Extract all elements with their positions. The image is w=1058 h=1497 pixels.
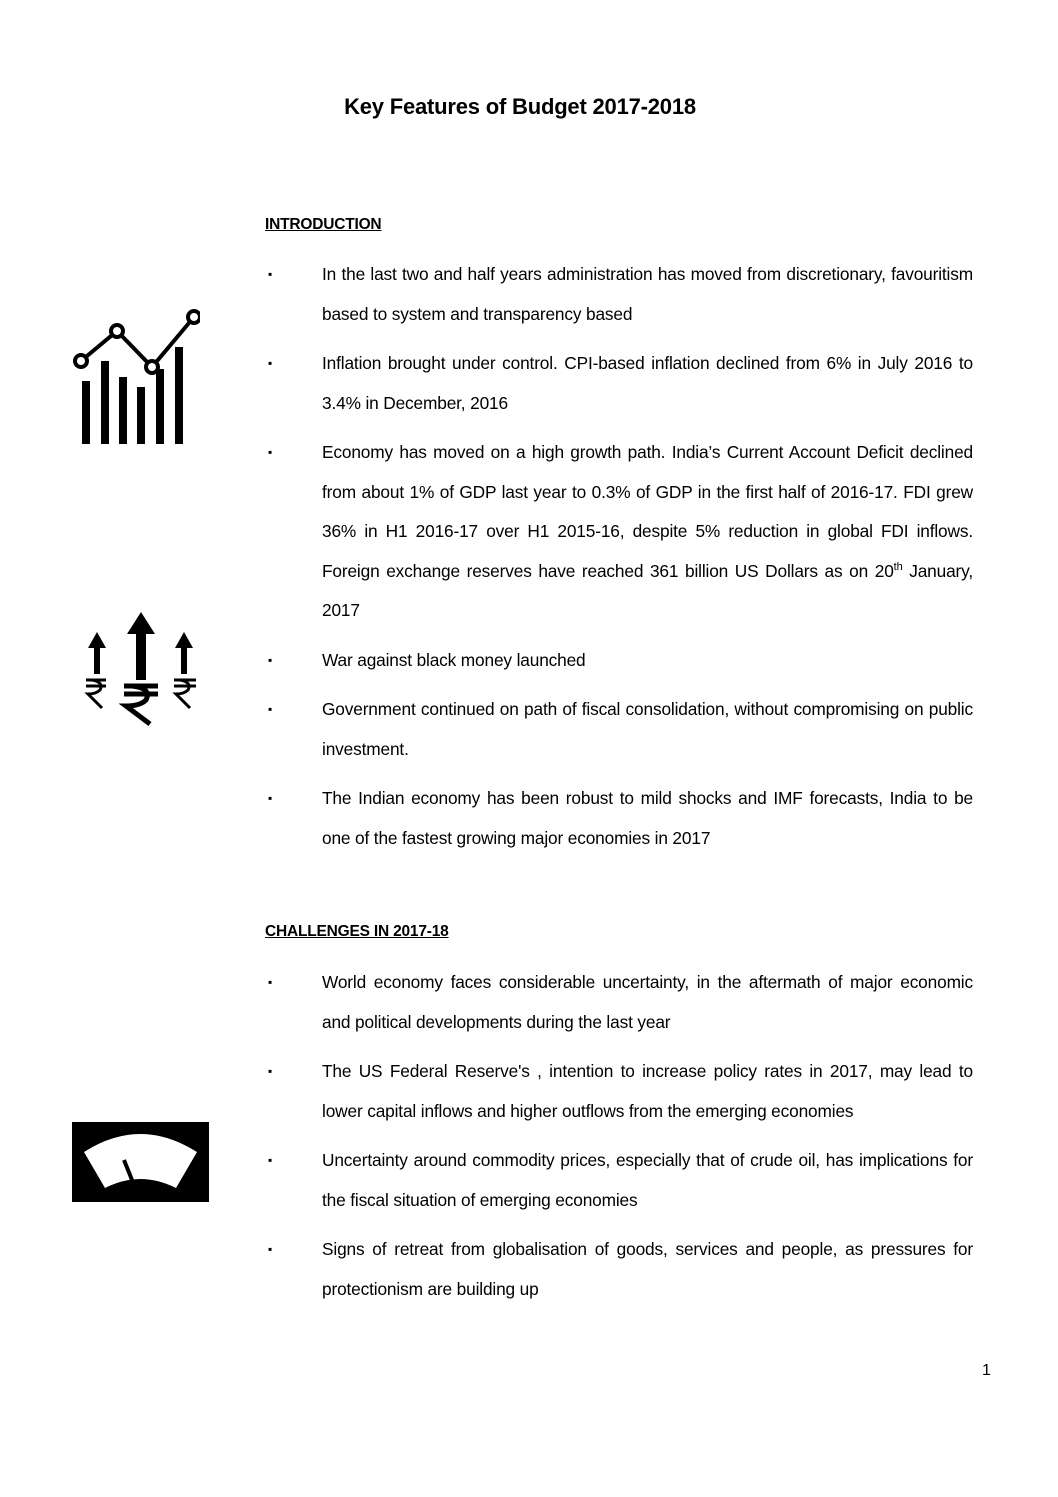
introduction-heading: INTRODUCTION [265, 216, 382, 233]
list-item-text-tail: January, 2017 [322, 560, 974, 620]
bullet-icon: ▪ [268, 445, 273, 459]
list-item [265, 433, 973, 631]
list-item-text: Signs of retreat from globalisation of goods, services and people, as pressures for protectionism are building up [322, 1239, 973, 1299]
list-item [265, 690, 973, 769]
list-item-text: War against black money launched [322, 649, 586, 670]
bullet-icon: ▪ [268, 1242, 273, 1256]
bullet-icon: ▪ [268, 356, 273, 370]
list-item-text: The Indian economy has been robust to mild shocks and IMF forecasts, India to be one of the fastest growing major economies in 2017 [322, 788, 973, 848]
list-item-text: The US Federal Reserve's , intention to increase policy rates in 2017, may lead to lower capital inflows and higher outflows from the emerging economies [322, 1061, 973, 1121]
list-item [265, 255, 973, 334]
list-item [265, 779, 973, 858]
list-item [265, 641, 973, 681]
list-item-text: Uncertainty around commodity prices, especially that of crude oil, has implications for the fiscal situation of emerging economies [322, 1150, 973, 1210]
introduction-list [265, 255, 973, 868]
rupee-rising-icon [80, 612, 205, 727]
bullet-icon: ▪ [268, 1064, 273, 1078]
list-item [265, 963, 973, 1042]
bullet-icon: ▪ [268, 975, 273, 989]
challenges-list [265, 963, 973, 1319]
ordinal-suffix: th [893, 560, 903, 573]
document-title: Key Features of Budget 2017-2018 [344, 94, 696, 119]
bullet-icon: ▪ [268, 652, 273, 667]
list-item-text: Economy has moved on a high growth path. India’s Current Account Deficit declined from about 1% of GDP last year to 0.3% of GDP in the first half of 2016-17. FDI grew 36% in H1 2016-17 over H1 2015-16, despite 5% reduction in global FDI inflows. Foreign exchange reserves have reached 361 billion US Dollars as on 20 [322, 442, 973, 581]
list-item [265, 344, 973, 423]
list-item [265, 1052, 973, 1131]
list-item [265, 1230, 973, 1309]
list-item [265, 1141, 973, 1220]
list-item-text: Government continued on path of fiscal consolidation, without compromising on public investment. [322, 699, 973, 759]
bullet-icon: ▪ [268, 791, 273, 805]
bullet-icon: ▪ [268, 267, 273, 281]
list-item-text: World economy faces considerable uncertainty, in the aftermath of major economic and political developments during the last year [322, 972, 973, 1032]
bullet-icon: ▪ [268, 702, 273, 716]
growth-chart-icon [70, 305, 200, 447]
list-item-text: In the last two and half years administration has moved from discretionary, favouritism based to system and transparency based [322, 264, 973, 324]
gauge-icon [72, 1122, 209, 1202]
bullet-icon: ▪ [268, 1153, 273, 1167]
list-item-text: Inflation brought under control. CPI-based inflation declined from 6% in July 2016 to 3.4% in December, 2016 [322, 353, 973, 413]
page-number: 1 [982, 1362, 991, 1379]
challenges-heading: CHALLENGES IN 2017-18 [265, 923, 449, 940]
